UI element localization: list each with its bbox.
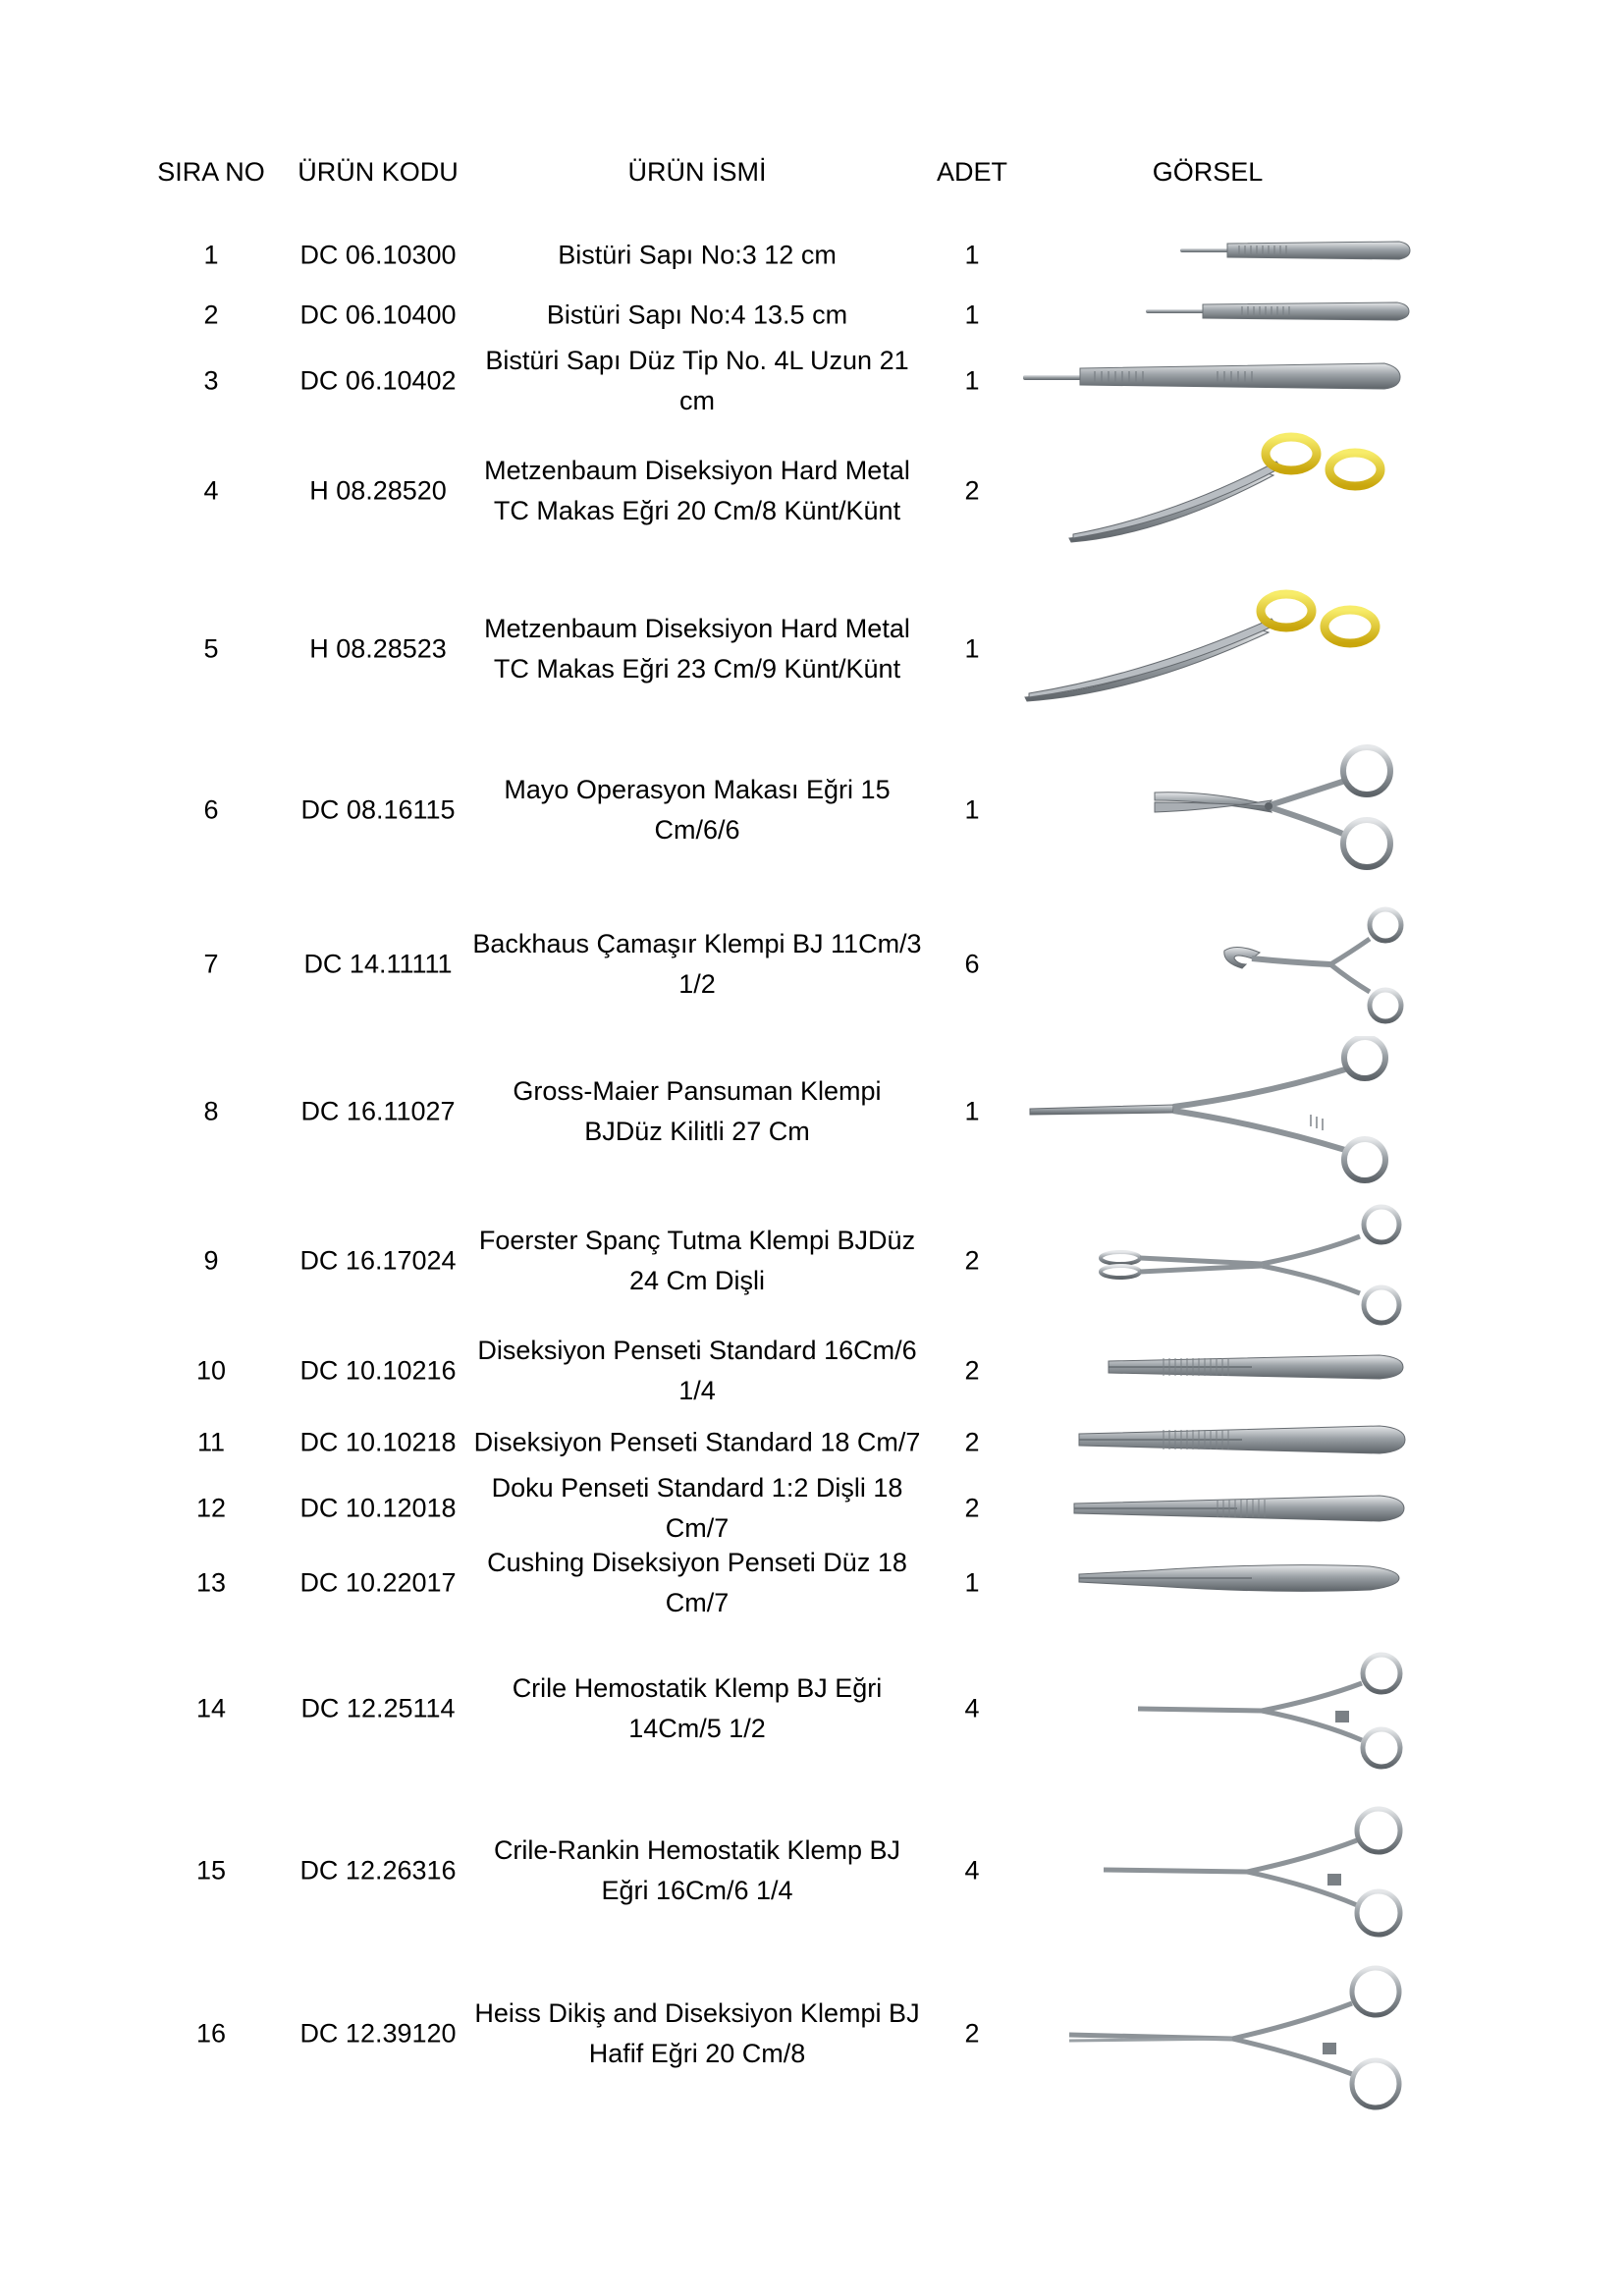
hemostat-icon	[1134, 1652, 1409, 1770]
row-sira-no: 5	[203, 633, 219, 664]
row-sira-no: 16	[195, 2018, 227, 2049]
scalpel-handle-icon	[1178, 234, 1414, 267]
row-adet: 2	[964, 1245, 980, 1276]
row-sira-no: 2	[203, 300, 219, 330]
row-urun-ismi: Metzenbaum Diseksiyon Hard Metal TC Makas Eğri 23 Cm/9 Künt/Künt	[484, 614, 910, 683]
row-urun-ismi: Bistüri Sapı Düz Tip No. 4L Uzun 21 cm	[485, 346, 909, 415]
row-urun-ismi: Bistüri Sapı No:3 12 cm	[558, 240, 837, 270]
mayo-scissors-icon	[1149, 741, 1404, 874]
row-urun-kodu: DC 10.10218	[299, 1427, 457, 1457]
row-sira-no: 12	[195, 1493, 227, 1523]
row-sira-no: 1	[203, 240, 219, 270]
row-sira-no: 3	[203, 365, 219, 396]
row-urun-ismi: Diseksiyon Penseti Standard 18 Cm/7	[473, 1427, 921, 1457]
row-adet: 1	[964, 1096, 980, 1126]
row-sira-no: 14	[195, 1693, 227, 1723]
row-adet: 2	[964, 2018, 980, 2049]
hemostat-icon	[1065, 1964, 1409, 2111]
dressing-forceps-icon	[1026, 1036, 1404, 1183]
row-adet: 1	[964, 300, 980, 330]
row-urun-kodu: DC 06.10300	[299, 240, 457, 270]
row-urun-ismi: Backhaus Çamaşır Klempi BJ 11Cm/3 1/2	[472, 929, 922, 999]
row-urun-kodu: DC 10.22017	[299, 1567, 457, 1598]
row-adet: 2	[964, 1427, 980, 1457]
row-urun-kodu: DC 08.16115	[300, 794, 456, 825]
row-adet: 1	[964, 1567, 980, 1598]
row-adet: 2	[964, 475, 980, 506]
tweezers-icon	[1105, 1345, 1409, 1389]
row-urun-kodu: DC 16.11027	[300, 1096, 456, 1126]
sponge-forceps-icon	[1095, 1203, 1409, 1326]
row-urun-kodu: DC 12.26316	[299, 1855, 457, 1886]
row-urun-ismi: Cushing Diseksiyon Penseti Düz 18 Cm/7	[487, 1548, 907, 1617]
row-urun-kodu: H 08.28520	[309, 475, 447, 506]
row-urun-ismi: Heiss Dikiş and Diseksiyon Klempi BJ Hafif Eğri 20 Cm/8	[474, 1998, 920, 2068]
row-urun-kodu: DC 10.10216	[299, 1355, 457, 1386]
row-adet: 1	[964, 365, 980, 396]
hemostat-icon	[1100, 1805, 1409, 1938]
header-urun-ismi: ÜRÜN İSMİ	[627, 157, 767, 187]
row-urun-kodu: DC 14.11111	[303, 949, 453, 979]
tweezers-icon	[1070, 1486, 1409, 1531]
row-adet: 1	[964, 240, 980, 270]
row-adet: 4	[964, 1855, 980, 1886]
row-urun-kodu: DC 12.39120	[299, 2018, 457, 2049]
towel-clamp-icon	[1213, 903, 1409, 1026]
row-urun-kodu: DC 16.17024	[299, 1245, 457, 1276]
row-urun-kodu: DC 06.10400	[299, 300, 457, 330]
row-urun-ismi: Metzenbaum Diseksiyon Hard Metal TC Makas Eğri 20 Cm/8 Künt/Künt	[484, 456, 910, 525]
row-sira-no: 9	[203, 1245, 219, 1276]
row-urun-ismi: Bistüri Sapı No:4 13.5 cm	[546, 300, 848, 330]
row-sira-no: 6	[203, 794, 219, 825]
row-urun-ismi: Crile-Rankin Hemostatik Klemp BJ Eğri 16Cm/6 1/4	[493, 1835, 901, 1905]
row-sira-no: 15	[195, 1855, 227, 1886]
tweezers-fine-icon	[1075, 1555, 1404, 1602]
row-sira-no: 4	[203, 475, 219, 506]
row-adet: 6	[964, 949, 980, 979]
row-adet: 1	[964, 794, 980, 825]
row-urun-ismi: Doku Penseti Standard 1:2 Dişli 18 Cm/7	[491, 1473, 903, 1543]
row-sira-no: 11	[196, 1427, 226, 1457]
row-urun-ismi: Foerster Spanç Tutma Klempi BJDüz 24 Cm Dişli	[478, 1226, 916, 1295]
row-adet: 2	[964, 1355, 980, 1386]
curved-scissors-gold-icon	[1065, 432, 1389, 545]
row-adet: 2	[964, 1493, 980, 1523]
row-urun-ismi: Gross-Maier Pansuman Klempi BJDüz Kilitli 27 Cm	[513, 1076, 882, 1146]
header-adet: ADET	[936, 157, 1007, 187]
row-sira-no: 7	[203, 949, 219, 979]
row-urun-ismi: Crile Hemostatik Klemp BJ Eğri 14Cm/5 1/2	[512, 1673, 883, 1743]
scalpel-handle-long-icon	[1021, 352, 1404, 401]
scalpel-handle-icon	[1144, 295, 1414, 328]
row-urun-kodu: DC 12.25114	[300, 1693, 456, 1723]
row-adet: 4	[964, 1693, 980, 1723]
row-urun-kodu: H 08.28523	[309, 633, 447, 664]
row-urun-kodu: DC 10.12018	[299, 1493, 457, 1523]
tweezers-icon	[1075, 1416, 1409, 1463]
row-urun-ismi: Diseksiyon Penseti Standard 16Cm/6 1/4	[477, 1336, 917, 1405]
row-urun-ismi: Mayo Operasyon Makası Eğri 15 Cm/6/6	[504, 775, 891, 845]
curved-scissors-gold-icon	[1021, 587, 1384, 705]
row-sira-no: 13	[195, 1567, 227, 1598]
header-sira-no: SIRA NO	[157, 157, 265, 187]
header-gorsel: GÖRSEL	[1152, 157, 1264, 187]
row-urun-kodu: DC 06.10402	[299, 365, 457, 396]
row-adet: 1	[964, 633, 980, 664]
row-sira-no: 10	[195, 1355, 227, 1386]
row-sira-no: 8	[203, 1096, 219, 1126]
header-urun-kodu: ÜRÜN KODU	[298, 157, 459, 187]
